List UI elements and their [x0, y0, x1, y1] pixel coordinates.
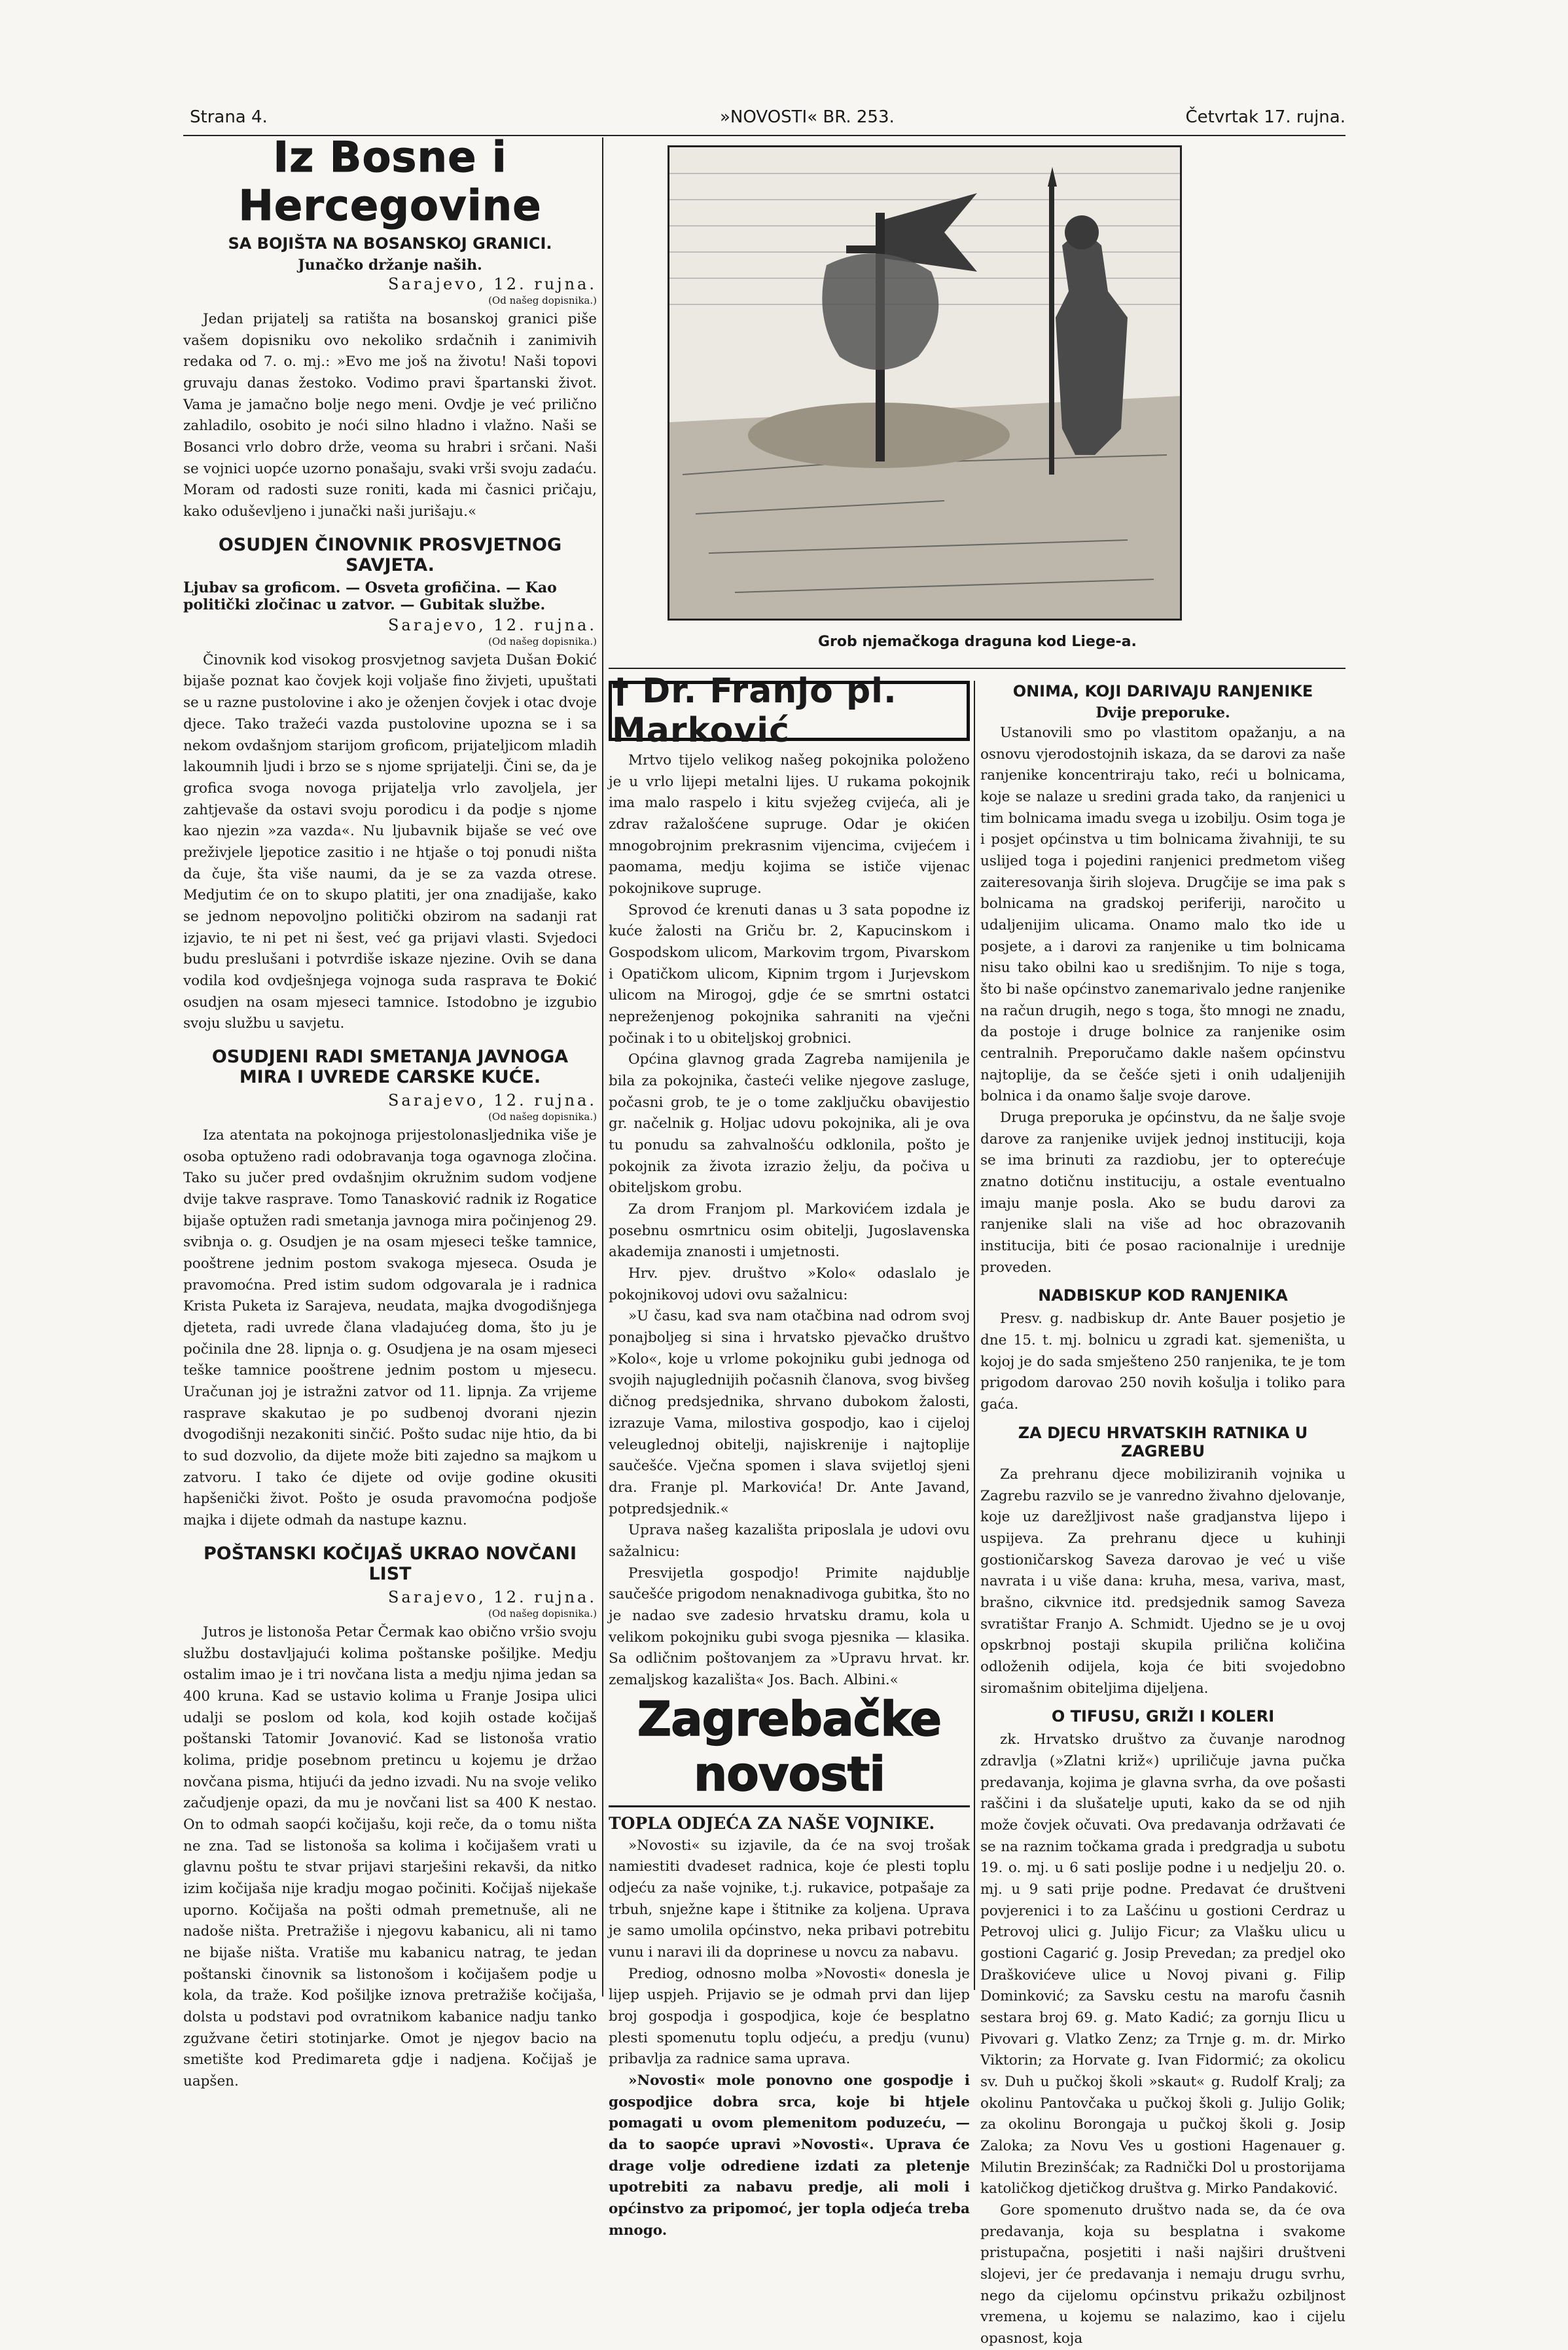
- article-subhead: Dvije preporuke.: [1096, 704, 1230, 721]
- column-obituary: [609, 672, 970, 2239]
- dateline: Sarajevo, 12. rujna.: [387, 1091, 597, 1110]
- column-divider: [974, 681, 975, 1990]
- article-headline: POŠTANSKI KOČIJAŠ UKRAO NOVČANI LIST: [203, 1543, 577, 1584]
- dateline: Sarajevo, 12. rujna.: [387, 1587, 597, 1606]
- article-body: zk. Hrvatsko društvo za čuvanje narodnog zdravlja (»Zlatni križ«) upriličuje javna pučka predavanja, kojima je glavna svrha, da ove pošasti raščini i da slušatelje uputi, kako da se od njih može čovjek očuvati. Ova predavanja održavati će se na raznim točkama grada i predgradja u subotu 19. o. mj. u 6 sati poslije podne i u nedjelju 20. o. mj. u 9 sati prije podne. Predavat će društveni povjerenici i to za Lašćinu u gostioni Cerdraz u Petrovoj ulici g. Julijo Ficur; za Vlašku ulicu u gostioni Cagarić g. Josip Prevedan; za predjel oko Draškovićeve ulice u Novoj pivani g. Filip Dominković; za Savsku cestu na marofu časnih sestara broj 69. g. Mato Kadić; za gornju Ilicu u Pivovari g. Vlatko Zenz; za Trnje g. m. dr. Mirko Viktorin; za Horvate g. Ivan Fidormić; za okolicu sv. Duh u pučkoj školi »skaut« g. Rudolf Kralj; za okolinu Pantovčaka u pučkoj školi g. Julijo Golik; za okolinu Borongaja u pučkoj školi g. Josip Zaloka; za Novu Ves u gostioni Hagenauer g. Milutin Brezinšćak; za Radnički Dol u prostorijama katoličkog djetičkog društva g. Mirko Pandaković.: [980, 1731, 1345, 2197]
- article-body: Činovnik kod visokog prosvjetnog savjeta Dušan Đokić bijaše poznat kao čovjek koji voljaše fino živjeti, upuštati se u razne pustolovine i ako je oženjen čovjek i otac dvoje djece. Tako tražeći vazda pustolovine upozna se i sa nekom ovdašnjom starijom groficom, prijateljicom mladih lakoumnih ljudi i brzo se s njome sprijatelji. Čini se, da je grofica svoga novoga prijatelja vrlo zavoljela, jer zahtjevaše da ostavi svoju porodicu i da podje s njome kao njezin »za vazda«. Nu ljubavnik bijaše se već ove preživjele ljepotice zasitio i ne htjaše o toj ponudi ništa da čuje, šta više naumi, da je se za vazda otrese. Medjutim će on to skupo platiti, jer ona znadijaše, kako se jednom nepovoljno politički obzirom na sadanji rat izjavio, te ni pet ni šest, već ga prijavi vlasti. Svjedoci budu preslušani i potvrdiše iskaze njezine. Ovih se dana vodila kod ovdješnjega vojnoga suda rasprava te Đokić osudjen na osam mjeseci tamnice. Istodobno je izgubio svoju službu u savjetu.: [183, 651, 597, 1032]
- zagreb-news-masthead: Zagrebačke novosti: [609, 1691, 970, 1807]
- article-body: Za drom Franjom pl. Markovićem izdala je posebnu osmrtnicu osim obitelji, Jugoslavenska akademija znanosti i umjetnosti.: [609, 1201, 970, 1261]
- illustration-grave: [668, 145, 1182, 621]
- article-headline: NADBISKUP KOD RANJENIKA: [1038, 1286, 1288, 1305]
- obituary-headline: † Dr. Franjo pl. Marković: [609, 681, 970, 741]
- article-body: Iza atentata na pokojnoga prijestolonasljednika više je osoba optuženo radi odobravanja toga ogavnoga zločina. Tako su jučer pred ovdašnjim okružnim sudom vodjene dvije takve rasprave. Tomo Tanasković radnik iz Rogatice bijaše optužen radi smetanja javnoga mira počinjenog 29. svibnja o. g. Osudjen je na osam mjeseci teške tamnice, pooštrene jednim postom svakoga mjeseca. Osuda je pravomoćna. Pred istim sudom odgovarala je i radnica Krista Puketa iz Sarajeva, neudata, majka dvogodišnjega djeteta, radi uvrede člana vladajućeg doma, što ju je počinila dne 28. lipnja o. g. Osudjena je na osam mjeseci teške tamnice pooštrene jednim postom u mjesecu. Uračunan joj je istražni zatvor od 11. lipnja. Za vrijeme rasprave skakutao je po sudbenoj dvorani njezin dvogodišnji nezakoniti sinčić. Pošto sudac nije htio, da bi to sud dozvolio, da dijete može biti zajedno sa majkom u zatvoru. I tako će dijete od ovije godine okusiti hapšenički život. Pošto je osuda pravomoćna podjoše majka i dijete odmah da nastupe kaznu.: [183, 1127, 597, 1529]
- column-zagreb: [980, 681, 1345, 2347]
- article-headline: OSUDJEN ČINOVNIK PROSVJETNOG SAVJETA.: [218, 534, 562, 575]
- article-body: Jutros je listonoša Petar Čermak kao obično vršio svoju službu dostavljajući kolima poštanske pošiljke. Medju ostalim imao je i tri novčana lista a medju njima jedan sa 400 kruna. Kad se ustavio kolima u Franje Josipa ulici udalji se poslom od kola, kod kojih ostade kočijaš poštanski Tatomir Jovanović. Kad se listonoša vratio kolima, pridje posebnom pretincu u kojemu je držao novčana pisma, htijući da jedno izvadi. Nu na svoje veliko začudjenje opazi, da mu je novčani list sa 400 K nestao. On to odmah saopći kočijašu, koji reče, da o tomu ništa ne zna. Tad se listonoša sa kolima i kočijašem vrati u glavnu poštu te stvar prijavi starješini rekavši, da nitko izim kočijaša nije kradju mogao počiniti. Kočijaš nijekaše uporno. Kočijaša na pošti odmah premetnuše, ali ne nadoše ništa. Pretražiše i njegovu kabanicu, ali ni tamo ne bijaše ništa. Vratiše mu kabanicu natrag, te jedan poštanski činovnik sa listonošom i kočijašem podje u kola, da traže. Kod pošiljke iznova pretražiše kočijaša, dolsta u podstavi pod ovratnikom kabanice nadju tanko zgužvane četiri stotinjarke. Omot je njegov bacio na smetište kod Predimareta gdje i nadjena. Kočijaš je uapšen.: [183, 1623, 597, 2089]
- article-headline: ZA DJECU HRVATSKIH RATNIKA U ZAGREBU: [1018, 1423, 1308, 1460]
- column-bosnia: [183, 131, 597, 2089]
- article-headline: O TIFUSU, GRIŽI I KOLERI: [1051, 1707, 1275, 1726]
- article-body: Gore spomenuto društvo nada se, da će ova predavanja, koja su besplatna i svakome pristupačna, posjetiti i naši najširi društveni slojevi, jer će predavanja i nemaju drugu svrhu, nego da cijelomu općinstvu prikažu ozbiljnost vremena, u kojemu se nalazimo, kao i cijelu opasnost, koja: [980, 2202, 1345, 2347]
- section-masthead: Iz Bosne i Hercegovine: [238, 134, 542, 230]
- page-number: Strana 4.: [190, 107, 268, 127]
- illustration-caption: Grob njemačkoga draguna kod Liege-a.: [818, 634, 1137, 650]
- section-title: SA BOJIŠTA NA BOSANSKOJ GRANICI.: [228, 234, 552, 253]
- article-subhead: Ljubav sa groficom. — Osveta grofičina. — Kao politički zločinac u zatvor. — Gubitak službe.: [183, 579, 557, 613]
- article-body: »U času, kad sva nam otačbina nad odrom svoj ponajboljeg si sina i hrvatsko pjevačko društvo »Kolo«, koje u vrlome pokojniku gubi jednoga od svojih najuglednijih počasnih članova, svog bivšeg dičnog predsjednika, shrvano dubokom žalosti, izrazuje Vama, milostiva gospodjo, kao i cijeloj veleuglednoj obitelji, najiskrenije i najtoplije saučešće. Vječna spomen i slava svijetloj sjeni dra. Franje pl. Markovića! Dr. Ante Javand, potpredsjednik.«: [609, 1308, 970, 1517]
- article-body: Presvijetla gospodjo! Primite najdublje saučešće prigodom nenaknadivoga gubitka, što no je nadao sve zadesio hrvatsku dramu, kola u velikom pokojniku gubi svoga pjesnika — klasika. Sa odličnim poštovanjem za »Upravu hrvat. kr. zemaljskog kazališta« Jos. Bach. Albini.«: [609, 1564, 970, 1688]
- article-body: Hrv. pjev. društvo »Kolo« odaslalo je pokojnikovoj udovi ovu sažalnicu:: [609, 1265, 970, 1303]
- article-body: Uprava našeg kazališta priposlala je udovi ovu sažalnicu:: [609, 1522, 970, 1560]
- article-body: »Novosti« mole ponovno one gospodje i gospodjice dobra srca, koje bi htjele pomagati u ovom plemenitom poduzeću, — da to saopće upravi »Novosti«. Uprava će drage volje odrediene izdati za pletenje upotrebiti za nabavu predje, ali moli i općinstvo za pripomoć, jer topla odjeća treba mnogo.: [609, 2072, 970, 2239]
- byline: (Od našeg dopisnika.): [488, 1607, 597, 1619]
- dateline: Sarajevo, 12. rujna.: [387, 615, 597, 634]
- article-body: Mrtvo tijelo velikog našeg pokojnika položeno je u vrlo lijepi metalni lijes. U rukama pokojnik ima malo raspelo i kitu svježeg cvijeća, ali je zdrav ražalošćene supruge. Odar je okićen mnogobrojnim prekrasnim vijencima, cvijećem i paomama, medju kojima se ističe vijenac pokojnikove supruge.: [609, 752, 970, 897]
- article-body: Druga preporuka je općinstvu, da ne šalje svoje darove za ranjenike uvijek jednoj instituciji, koja se ima brinuti za razdiobu, jer to opterećuje znatno dotičnu instituciju, a ostale eventualno imaju manje posla. Ako se budu darovi za ranjenike slali na više ad hoc obrazovanih institucija, biti će posao racionalnije i urednije proveden.: [980, 1110, 1345, 1276]
- article-body: Presv. g. nadbiskup dr. Ante Bauer posjetio je dne 15. t. mj. bolnicu u zgradi kat. sjemeništa, u kojoj je do sada smješteno 250 ranjenika, te je tom prigodom darovao 250 novih košulja i toliko para gaća.: [980, 1311, 1345, 1413]
- issue-date: Četvrtak 17. rujna.: [1185, 107, 1345, 127]
- article-body: »Novosti« su izjavile, da će na svoj trošak namiestiti dvadeset radnica, koje će plesti toplu odjeću za naše vojnike, t.j. rukavice, potpašaje za trbuh, snježne kape i štitnike za koljena. Uprava je samo umolila općinstvo, neka pribavi potrebitu vunu i naravi ili da doprinese u novcu za nabavu.: [609, 1837, 970, 1961]
- article-body: Za prehranu djece mobiliziranih vojnika u Zagrebu razvilo se je vanredno živahno djelovanje, koje uz darežljivost naše gradjanstva lijepo i uspijeva. Za prehranu djece u kuhinji gostioničarskog Saveza darovao je već u više navrata i u više dana: kruha, mesa, variva, mast, brašno, cikvnice itd. predsjednik samog Saveza svratištar Franjo A. Schmidt. Ujedno se je u ovoj opskrbnoj postaji skupila prilična količina odloženih odijela, koja će biti svojedobno siromašnim obiteljima dijeljena.: [980, 1466, 1345, 1697]
- article-body: Općina glavnog grada Zagreba namijenila je bila za pokojnika, časteći velike njegove zasluge, počasni grob, te je o tome zaključku obavijestio gr. načelnik g. Holjac udovu pokojnika, ali je ova tu ponudu sa zahvalnošću odklonila, pošto je pokojnik za života izrazio želju, da počiva u obiteljskom grobu.: [609, 1051, 970, 1197]
- caption-rule: [609, 668, 1345, 669]
- dateline: Sarajevo, 12. rujna.: [387, 275, 597, 293]
- paper-name: »NOVOSTI« BR. 253.: [720, 107, 895, 127]
- byline: (Od našeg dopisnika.): [488, 295, 597, 306]
- article-headline: TOPLA ODJEĆA ZA NAŠE VOJNIKE.: [609, 1813, 935, 1833]
- article-headline: ONIMA, KOJI DARIVAJU RANJENIKE: [1012, 682, 1313, 700]
- article-body: Sprovod će krenuti danas u 3 sata popodne iz kuće žalosti na Griču br. 2, Kapucinskom i Gospodskom ulicom, Markovim trgom, Pivarskom i Opatičkom ulicom, Kipnim trgom i Jurjevskom ulicom na Mirogoj, gdje će se smrtni ostatci nepreženjenog pokojnika sahraniti na vječni počinak i to u obiteljskoj grobnici.: [609, 901, 970, 1047]
- article-body: Jedan prijatelj sa ratišta na bosanskoj granici piše vašem dopisniku ovo nekoliko srdačnih i zanimivih redaka od 7. o. mj.: »Evo me još na životu! Naši topovi gruvaju danas žestoko. Vodimo pravi špartanski život. Vama je jamačno bolje nego meni. Ovdje je već prilično zahladilo, osobito je noći silno hladno i vlažno. Naši se Bosanci vrlo dobro drže, veoma su hrabri i srčani. Naši se vojnici uopće uzorno ponašaju, svaki vrši svoju zadaću. Moram od radosti suze roniti, kada mi časnici pričaju, kako oduševljeno i junački naši jurišaju.«: [183, 311, 597, 520]
- grave-illustration: [669, 147, 1180, 619]
- byline: (Od našeg dopisnika.): [488, 635, 597, 647]
- article-body: Prediog, odnosno molba »Novosti« donesla je lijep uspjeh. Prijavio se je odmah prvi dan lijep broj gospodja i gospodjica, koje će besplatno plesti spomenutu toplu odjeću, a predju (vunu) pribavlja za radnice sama uprava.: [609, 1965, 970, 2068]
- section-subtitle: Junačko držanje naših.: [298, 257, 482, 274]
- byline: (Od našeg dopisnika.): [488, 1111, 597, 1123]
- article-body: Ustanovili smo po vlastitom opažanju, a na osnovu vjerodostojnih iskaza, da se darovi za naše ranjenike koncentriraju tako, reći u bolnicama, koje se nalaze u sredini grada tako, da ranjenici u tim bolnicama imadu svega u izobilju. Osim toga je i posjet općinstva u tim bolnicama živahniji, te su uslijed toga i pojedini ranjenici predmetom višeg zaiteresovanja širih slojeva. Drugčije se ima pak s bolnicama na gradskoj periferiji, naročito u udaljenijim ulicama. Onamo malo tko ide u posjete, a i darovi za ranjenike u tim bolnicama nisu tako obilni kao u središnjim. To nije s toga, što bi naše općinstvo zanemarivalo jedne ranjenike na račun drugih, nego s toga, što mnogi ne znadu, da postoje i druge bolnice za ranjenike osim centralnih. Preporučamo dakle našem općinstvu najtoplije, da se češće sjeti i onih udaljenijih bolnica i da onamo šalje svoje darove.: [980, 725, 1345, 1105]
- column-divider: [602, 137, 603, 1997]
- article-headline: OSUDJENI RADI SMETANJA JAVNOGA MIRA I UVREDE CARSKE KUĆE.: [211, 1046, 569, 1087]
